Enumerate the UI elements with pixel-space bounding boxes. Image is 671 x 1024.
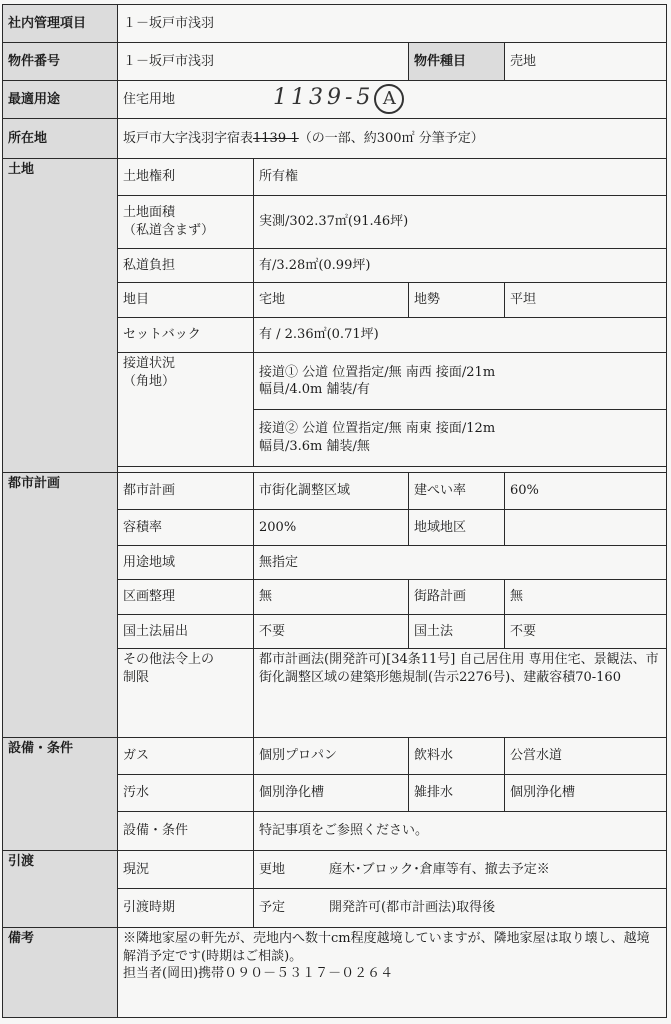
handwritten-circle-mark: A: [374, 84, 404, 114]
location-struck-lot: 1139-1: [253, 130, 299, 146]
current-status-label: 現況: [118, 850, 254, 888]
land-law-label: 国土法: [409, 614, 505, 648]
land-rights-value: 所有権: [254, 158, 667, 195]
road-access-label-line2: （角地）: [123, 373, 176, 389]
road-access-1: [254, 353, 667, 410]
bcr-label: 建ぺい率: [409, 472, 505, 509]
handover-timing-value: [254, 889, 667, 928]
best-use-value: 住宅用地: [123, 92, 176, 108]
terrain-value: 平坦: [505, 283, 667, 318]
sewage-label: 汚水: [118, 774, 254, 811]
location-suffix: （の一部、約300㎡ 分筆予定）: [298, 130, 484, 146]
mgmt-value: １－坂戸市浅羽: [118, 5, 667, 43]
other-restrictions-label-line2: 制限: [123, 669, 150, 685]
land-category-value: 宅地: [254, 283, 409, 318]
wastewater-label: 雑排水: [409, 774, 505, 811]
conditions-label: 設備・条件: [118, 811, 254, 850]
handover-section-label: 引渡: [3, 850, 118, 927]
location-prefix: 坂戸市大字浅羽字宿表: [123, 130, 254, 146]
setback-value: 有 / 2.36㎡(0.71坪): [254, 318, 667, 353]
property-number-value: １－坂戸市浅羽: [118, 43, 409, 81]
private-road-label: 私道負担: [118, 249, 254, 283]
best-use-label: 最適用途: [3, 81, 118, 119]
road-access-label-line1: 接道状況: [123, 356, 176, 372]
sewage-value: 個別浄化槽: [254, 774, 409, 811]
property-type-value: 売地: [505, 43, 667, 81]
zoning-value: 無指定: [254, 545, 667, 579]
other-restrictions-label: [118, 648, 254, 737]
road-access-2-line2: 幅員/3.6m 舗装/無: [259, 438, 370, 454]
readjustment-value: 無: [254, 579, 409, 614]
drinking-water-label: 飲料水: [409, 737, 505, 774]
handwritten-lot-note: [273, 83, 404, 114]
planning-label: 都市計画: [118, 472, 254, 509]
road-access-2-line1: 接道② 公道 位置指定/無 南東 接面/12m: [259, 421, 496, 437]
remarks-text: ※隣地家屋の軒先が、売地内へ数十cm程度越境していますが、隣地家屋は取り壊し、越境解消予定です(時期はご相談)。: [123, 931, 650, 964]
current-status-main: 更地: [259, 861, 286, 877]
zoning-label: 用途地域: [118, 545, 254, 579]
city-planning-section-label: 都市計画: [3, 472, 118, 737]
land-law-value: 不要: [505, 614, 667, 648]
property-type-label: 物件種目: [409, 43, 505, 81]
wastewater-value: 個別浄化槽: [505, 774, 667, 811]
handover-timing-label: 引渡時期: [118, 889, 254, 928]
gas-label: ガス: [118, 737, 254, 774]
land-rights-label: 土地権利: [118, 158, 254, 195]
location-value: [118, 119, 667, 158]
land-area-label-line1: 土地面積: [123, 205, 176, 221]
land-area-label-line2: （私道含まず）: [123, 222, 215, 238]
property-table: [2, 4, 667, 1018]
road-access-1-line1: 接道① 公道 位置指定/無 南西 接面/21m: [259, 364, 496, 380]
street-plan-value: 無: [505, 579, 667, 614]
terrain-label: 地勢: [409, 283, 505, 318]
location-label: 所在地: [3, 119, 118, 158]
bcr-value: 60%: [505, 472, 667, 509]
land-law-notify-label: 国土法届出: [118, 614, 254, 648]
road-access-2: [254, 409, 667, 466]
property-number-label: 物件番号: [3, 43, 118, 81]
far-label: 容積率: [118, 509, 254, 545]
land-area-label: [118, 195, 254, 249]
planning-value: 市街化調整区域: [254, 472, 409, 509]
district-value: [505, 509, 667, 545]
best-use-cell: [118, 81, 667, 119]
mgmt-label: 社内管理項目: [3, 5, 118, 43]
remarks-section-label: 備考: [3, 928, 118, 1018]
current-status-value: [254, 850, 667, 888]
road-access-label: [118, 353, 254, 466]
current-status-note: 庭木･ブロック･倉庫等有、撤去予定※: [329, 861, 550, 877]
private-road-value: 有/3.28㎡(0.99坪): [254, 249, 667, 283]
land-law-notify-value: 不要: [254, 614, 409, 648]
land-area-value: 実測/302.37㎡(91.46坪): [254, 195, 667, 249]
facilities-section-label: 設備・条件: [3, 737, 118, 850]
land-section-label: 土地: [3, 158, 118, 472]
road-access-1-line2: 幅員/4.0m 舗装/有: [259, 382, 370, 398]
other-restrictions-label-line1: その他法令上の: [123, 651, 215, 667]
far-value: 200%: [254, 509, 409, 545]
other-restrictions-value: 都市計画法(開発許可)[34条11号] 自己居住用 専用住宅、景観法、市街化調整区域の建築形態規制(告示2276号)、建蔽容積70-160: [254, 648, 667, 737]
setback-label: セットバック: [118, 318, 254, 353]
street-plan-label: 街路計画: [409, 579, 505, 614]
remarks-contact: 担当者(岡田)携帯０９０－５３１７－０２６４: [123, 966, 394, 982]
land-category-label: 地目: [118, 283, 254, 318]
drinking-water-value: 公営水道: [505, 737, 667, 774]
handwritten-lot-number: 1139-5: [273, 85, 375, 111]
remarks-value: [118, 928, 667, 1018]
conditions-value: 特記事項をご参照ください。: [254, 811, 667, 850]
gas-value: 個別プロパン: [254, 737, 409, 774]
district-label: 地域地区: [409, 509, 505, 545]
handover-timing-main: 予定: [259, 900, 286, 916]
readjustment-label: 区画整理: [118, 579, 254, 614]
handover-timing-note: 開発許可(都市計画法)取得後: [329, 900, 496, 916]
